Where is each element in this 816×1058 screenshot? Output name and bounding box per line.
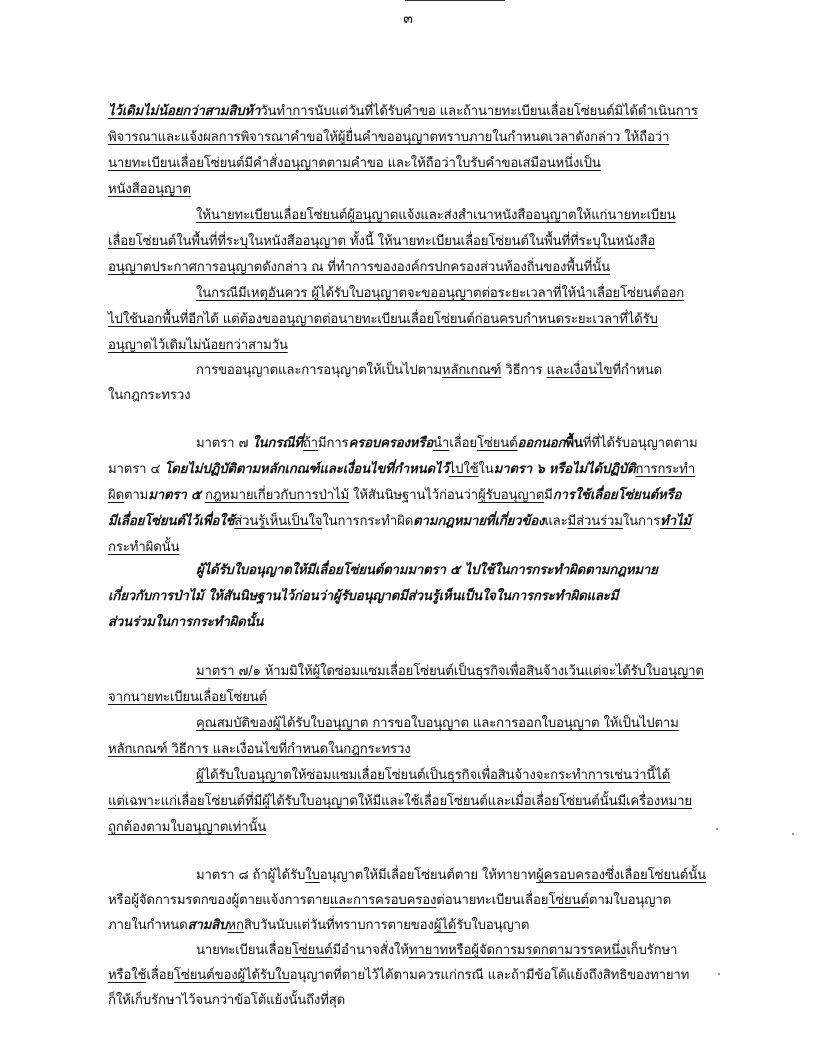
text-segment: และการครอบครอง (329, 893, 437, 908)
text-line (196, 363, 662, 379)
text-line (108, 462, 695, 478)
text-segment: โซ่ยนต์ (291, 943, 333, 958)
text-segment: หรือไม่ได้ปฏิบัติ (548, 462, 636, 477)
text-segment: มีเลื่อยโซ่ยนต์ไว้เพื่อใช้ (108, 514, 235, 529)
text-segment: เกี่ยวกับการป่าไม้ ให้สันนิษฐานไว้ก่อนว่าผู้รับอนุญาตมีส่วนรู้เห็นเป็นใจในการกระทำผิดและมี (108, 589, 619, 604)
text-segment: มาตรา ๗ (196, 436, 253, 451)
text-segment: การขออนุญาตและการอนุญาตให้เป็นไปตาม (196, 363, 442, 378)
text-segment: รับใบอนุญาต (456, 918, 530, 933)
text-segment: สิบวันนับแต่วันที่ทราบการตายของ (243, 918, 434, 933)
text-segment: หลักเกณฑ์ (441, 363, 502, 378)
text-line (108, 589, 618, 605)
text-segment: การกระทำ (635, 462, 696, 477)
text-segment: การใช้เลื่อยโซ่ยนต์หรือ (552, 488, 682, 503)
text-segment: อนุญาตที่ตายไว้ได้ตามควรแก่กรณี และถ้ามีข้อโต้แย้งถึงสิทธิของทายาท (289, 968, 690, 983)
text-segment: ส่วนร่วมในการกระทำผิดนั้น (108, 615, 264, 630)
text-line (196, 768, 670, 784)
text-segment: มีส่วนร่วม (567, 514, 623, 529)
text-segment: ที่ที่ได้รับอนุญาตตาม (582, 436, 698, 451)
text-segment: มาตรา ๘ ถ้าผู้ได้รับ (196, 868, 306, 883)
text-line (108, 388, 190, 404)
text-line (196, 943, 677, 959)
text-segment: และเงื่อนไข (546, 363, 613, 378)
text-segment: ในการกระทำผิด (322, 514, 414, 529)
text-segment: วิธีการ (501, 363, 547, 378)
text-segment: มาตรา ๕ (148, 488, 201, 503)
text-line (108, 690, 267, 706)
text-segment: เก็บรักษา (626, 943, 678, 958)
text-segment: พื้น (565, 436, 583, 451)
text-segment: ให้สันนิษฐานไว้ก่อนว่า (349, 488, 479, 503)
text-line (108, 182, 191, 198)
text-line (108, 514, 691, 530)
text-line (108, 993, 345, 1009)
text-segment: หก (227, 918, 244, 933)
scan-speck (718, 973, 720, 975)
text-segment: โซ่ยนต์ของผู้ได้รับใบ (173, 968, 290, 983)
scan-speck (792, 833, 794, 835)
header-rule (405, 0, 505, 1)
text-segment: โซ่ยนต์ (476, 436, 518, 451)
text-segment: ไปใช้ (448, 462, 479, 477)
text-line (196, 286, 684, 302)
text-segment: ตามกฎหมายที่เกี่ยวข้อง (413, 514, 545, 529)
text-segment: ผิด (108, 488, 124, 503)
text-segment: อนุญาตให้มีเลื่อยโซ่ยนต์ตาย ให้ทายาท (319, 868, 537, 883)
text-segment: ออกนอก (517, 436, 566, 451)
text-segment: หรือผู้จัดการมรดกของผู้ตายแจ้งการตาย (108, 893, 330, 908)
text-segment: มาตรา ๔ (108, 462, 165, 477)
text-segment: เลื่อย (449, 436, 477, 451)
text-segment: จากนายทะเบียนเลื่อยโซ่ยนต์ (108, 690, 268, 705)
text-segment: อนุญาตไว้เดิมไม่น้อยกว่าสามวัน (108, 338, 288, 353)
text-segment: ผู้ได้รับใบอนุญาตให้ซ่อมแซมเลื่อยโซ่ยนต์เป็นธุรกิจเพื่อสินจ้างจะกระทำการเช่นว่านี้ได้ (196, 768, 671, 783)
text-line (108, 615, 263, 631)
text-segment: ผู้ได้ (433, 918, 457, 933)
text-segment: นับแต่วันที่ได้รับคำขอ และถ้านายทะเบียนเลื่อยโซ่ยนต์มิได้ดำเนินการ (314, 104, 698, 119)
page-number: ๓ (403, 11, 413, 27)
text-segment: ก็ให้เก็บรักษาไว้จนกว่าข้อโต้แย้งนั้นถึงที่สุด (108, 993, 346, 1008)
text-line (108, 338, 288, 354)
text-segment: ถูกต้องตามใบอนุญาตเท่านั้น (108, 820, 267, 835)
text-segment: ทายาทหรือผู้จัดการมรดกตามวรรคหนึ่ง (408, 943, 627, 958)
text-segment: ผู้ได้รับใบอนุญาตให้มีเลื่อยโซ่ยนต์ตามมาตรา ๕ ไปใช้ในการกระทำผิดตามกฎหมาย (196, 563, 658, 578)
text-segment: ตามใบอนุญาต (588, 893, 672, 908)
text-line (108, 260, 610, 276)
text-segment: มีอำนาจสั่งให้ (332, 943, 409, 958)
text-segment: ใน (478, 462, 494, 477)
text-segment: เลื่อย (146, 968, 174, 983)
text-segment: สามสิบ (187, 918, 228, 933)
text-line (108, 130, 669, 146)
text-line (108, 234, 655, 250)
text-segment: ที่กำหนด (612, 363, 662, 378)
text-segment: ต่อนายทะเบียนเลื่อย (436, 893, 549, 908)
text-segment: ครอบครองหรือ (348, 436, 434, 451)
text-segment: ผู้ครอบครองซึ่งเลื่อยโซ่ยนต์นั้น (536, 868, 706, 883)
text-segment: โดยไม่ปฏิบัติตามหลักเกณฑ์และเงื่อนไขที่กำหนดไว้ (164, 462, 449, 477)
text-segment: ทำไม้ (660, 514, 691, 529)
text-line (108, 742, 411, 758)
text-segment: กฎหมายเกี่ยวกับการป่าไม้ (204, 488, 350, 503)
text-line (108, 820, 266, 836)
text-line (196, 208, 676, 224)
text-line (196, 716, 679, 732)
text-line (196, 868, 706, 884)
text-segment: ในกฎกระทรวง (108, 388, 191, 403)
text-line (196, 563, 658, 579)
text-segment: คุณสมบัติของผู้ได้รับใบอนุญาต การขอใบอนุญาต และการออกใบอนุญาต ให้เป็นไปตาม (196, 716, 679, 731)
text-segment: โซ่ยนต์ (548, 893, 589, 908)
text-line (108, 893, 671, 909)
text-line (108, 794, 692, 810)
text-segment: ใบ (305, 868, 320, 883)
text-segment: มาตรา ๗/๑ ห้ามมิให้ผู้ใดซ่อมแซมเลื่อยโซ่ยนต์เป็นธุรกิจเพื่อสินจ้างเว้นแต่จะได้รับใบอนุญาต (196, 664, 704, 679)
text-line (108, 104, 698, 120)
text-segment: ในกรณีมีเหตุอันควร ผู้ได้รับใบอนุญาตจะขออนุญาตต่อระยะเวลาที่ให้นำเลื่อยโซ่ยนต์ออก (196, 286, 685, 301)
text-segment: เลื่อยโซ่ยนต์ในพื้นที่ที่ระบุในหนังสืออนุญาต ทั้งนี้ ให้นายทะเบียนเลื่อยโซ่ยนต์ในพื้นที่ที่ระบุในหนังสือ (108, 234, 656, 249)
text-segment: ทำการ (276, 104, 315, 119)
text-line (108, 968, 689, 984)
text-line (196, 436, 698, 452)
text-segment: อนุญาตประกาศการอนุญาตดังกล่าว ณ ที่ทำการขององค์กรปกครองส่วนท้องถิ่นของพื้นที่นั้น (108, 260, 610, 275)
text-segment: นายทะเบียนเลื่อย (196, 943, 292, 958)
text-segment: หนังสืออนุญาต (108, 182, 191, 197)
text-segment: ตาม (124, 488, 149, 503)
text-segment: มี (544, 488, 553, 503)
text-segment: แต่เฉพาะแก่เลื่อยโซ่ยนต์ที่มีผู้ได้รับใบอนุญาตให้มีและใช้เลื่อยโซ่ยนต์และเมื่อเลื่อยโซ่ยนต์นั้นมีเครื่องหมาย (108, 794, 692, 809)
text-segment: นายทะเบียนเลื่อยโซ่ยนต์มีคำสั่งอนุญาตตามคำขอ และให้ถือว่าใบรับคำขอเสมือนหนึ่งเป็น (108, 156, 601, 171)
text-segment: พิจารณาและแจ้งผลการพิจารณาคำขอให้ผู้ยื่นคำขออนุญาตทราบภายในกำหนดเวลาดังกล่าว ให้ถือว่า (108, 130, 670, 145)
text-line (196, 664, 704, 680)
text-segment: ให้นายทะเบียนเลื่อยโซ่ยนต์ผู้อนุญาตแจ้งและส่งสำเนาหนังสืออนุญาตให้แก่นายทะเบียน (196, 208, 676, 223)
text-segment: หรือใช้ (108, 968, 147, 983)
text-segment: และ (544, 514, 568, 529)
text-segment: ส่วนรู้เห็นเป็นใจ (234, 514, 323, 529)
text-segment: กระทำผิดนั้น (108, 540, 180, 555)
text-segment: ไปใช้นอกพื้นที่อีกได้ แต่ต้องขออนุญาตต่อนายทะเบียนเลื่อยโซ่ยนต์ก่อนครบกำหนดระยะเวลาที่ได้รับ (108, 312, 658, 327)
text-line (108, 540, 179, 556)
text-segment: ถ้า (302, 436, 318, 451)
text-segment: มีการ (317, 436, 349, 451)
text-segment: นำ (433, 436, 450, 451)
text-segment: วัน (260, 104, 277, 119)
text-segment: ในการ (622, 514, 661, 529)
text-segment: ในกรณีที่ (252, 436, 303, 451)
text-segment: ไว้เดิมไม่น้อยกว่าสามสิบห้า (108, 104, 261, 119)
text-segment: หลักเกณฑ์ วิธีการ และเงื่อนไขที่กำหนดในกฎกระทรวง (108, 742, 411, 757)
text-segment: ภายในกำหนด (108, 918, 188, 933)
text-line (108, 312, 658, 328)
scan-speck (716, 828, 718, 830)
text-line (108, 488, 681, 504)
text-line (108, 918, 529, 934)
text-segment: มาตรา ๖ (493, 462, 545, 477)
text-segment: ผู้รับอนุญาต (478, 488, 545, 503)
text-line (108, 156, 601, 172)
